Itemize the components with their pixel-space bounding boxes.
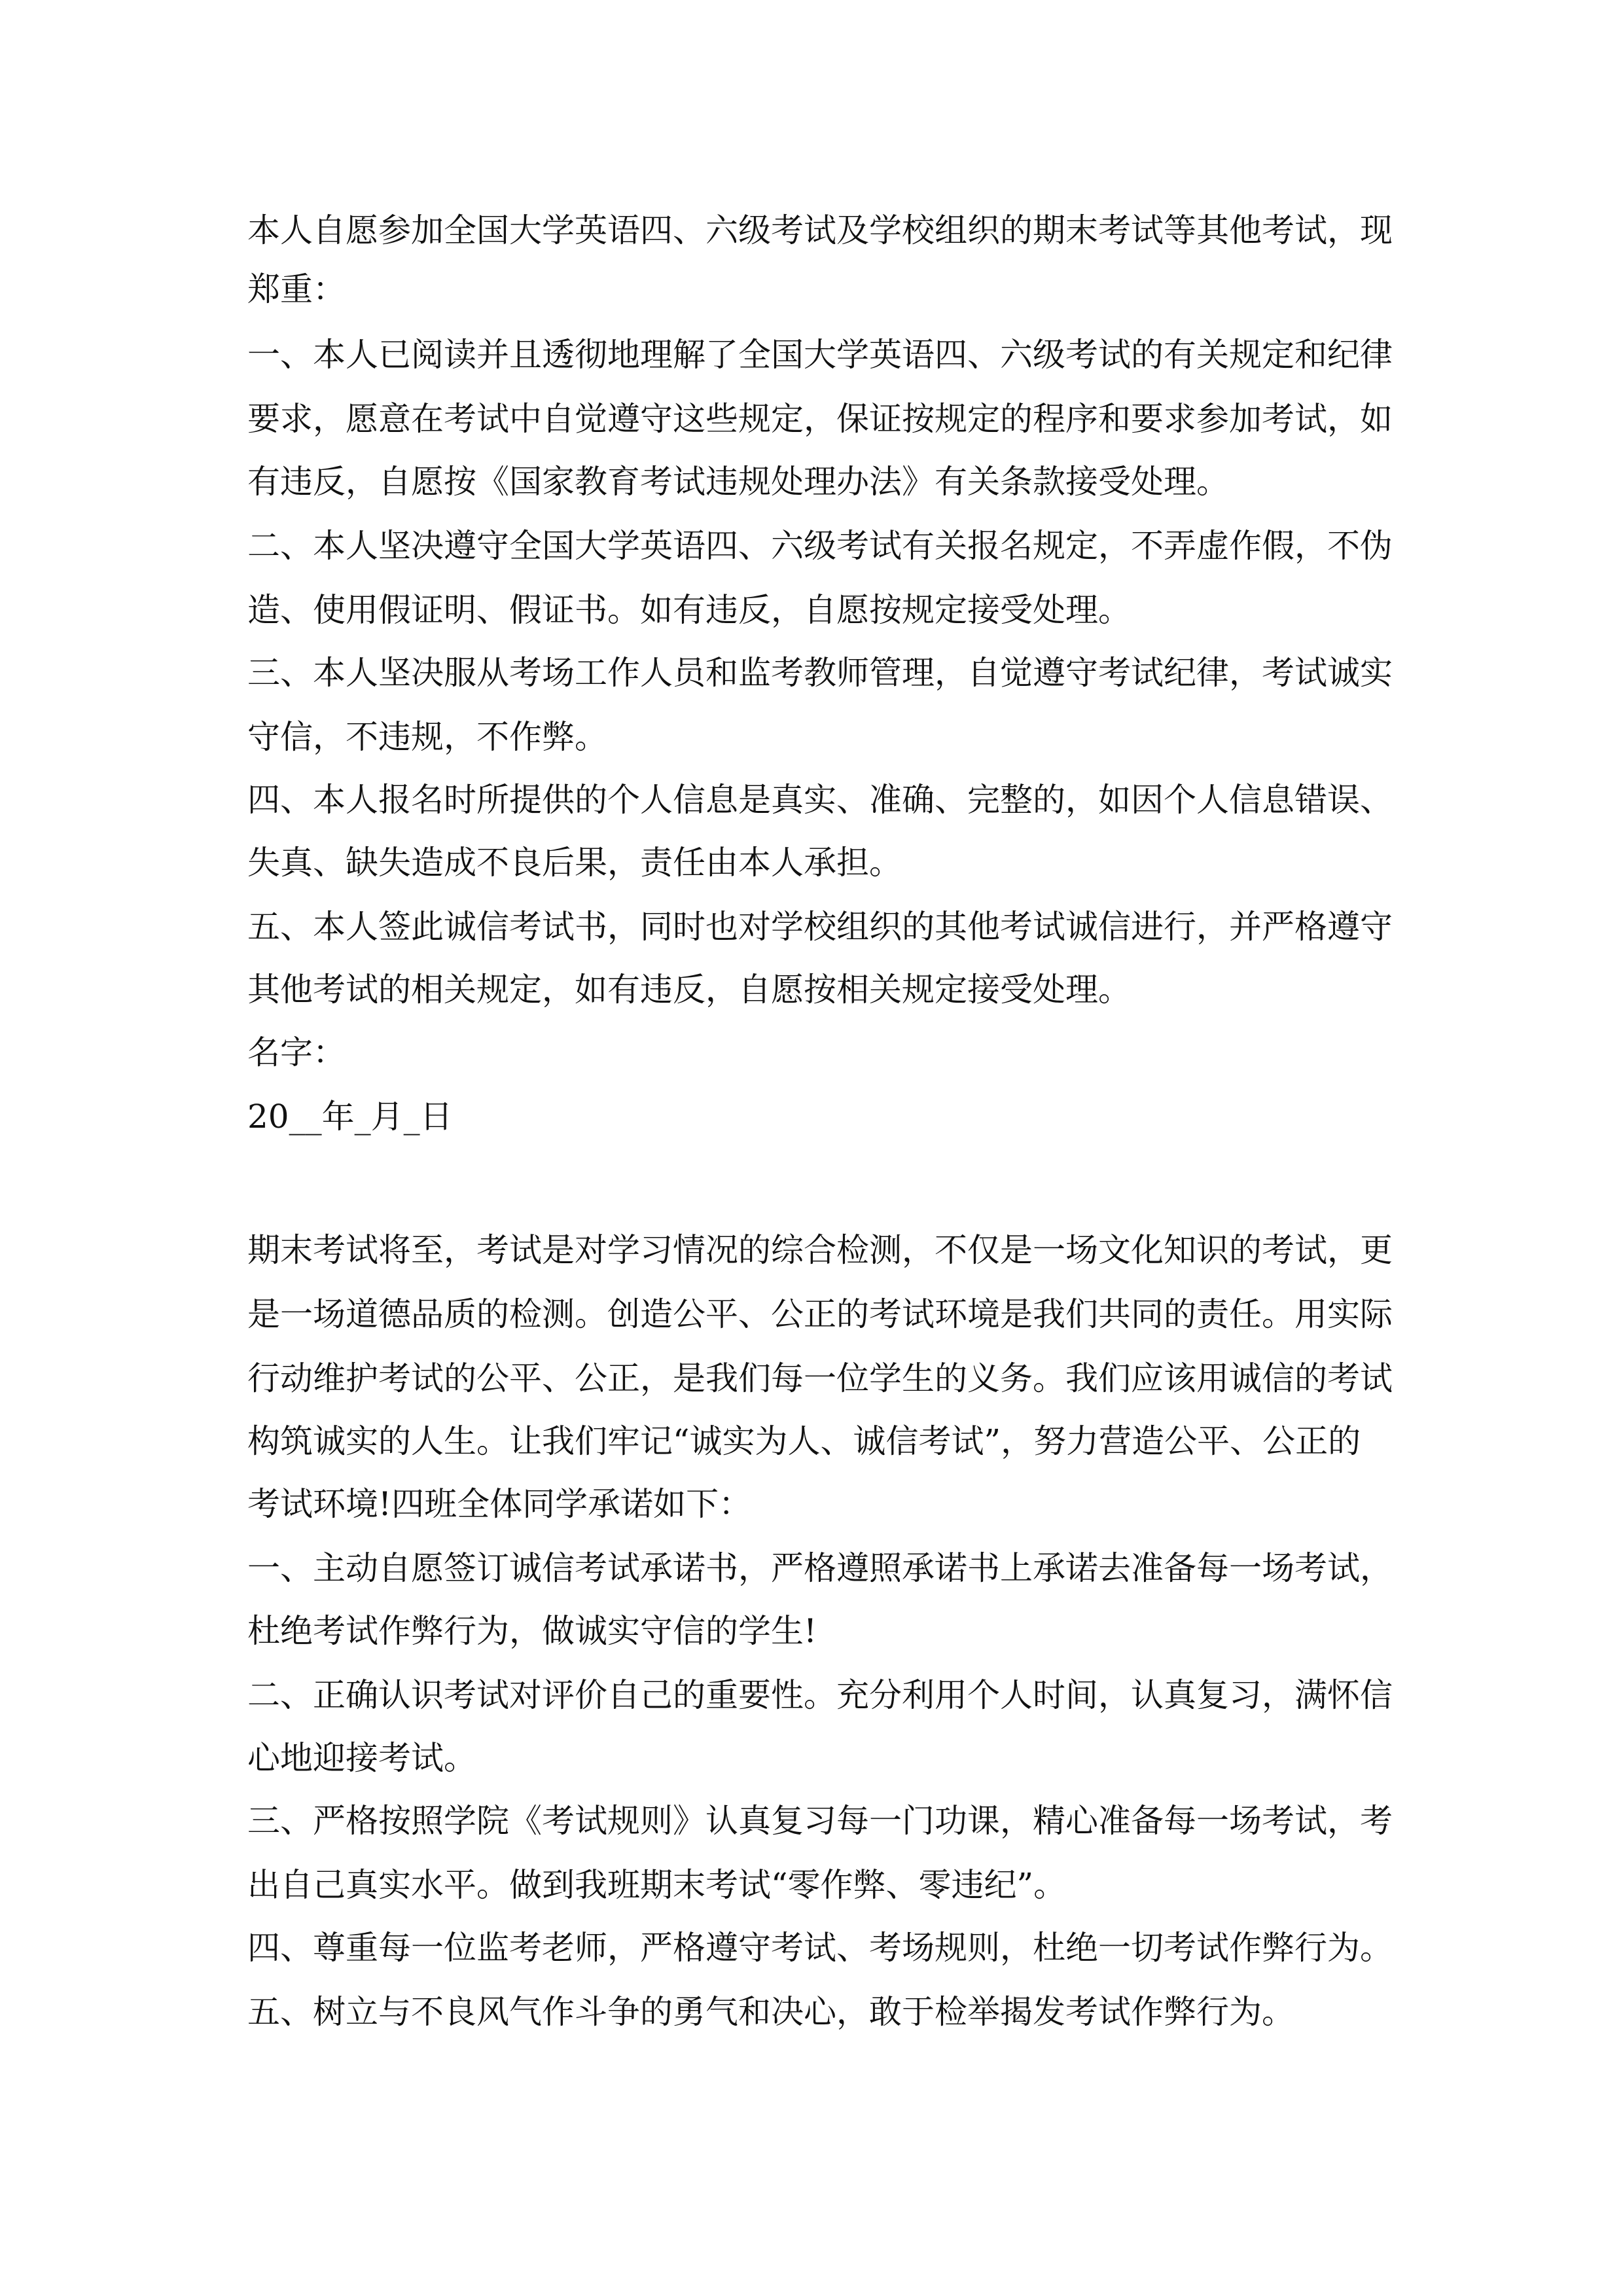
s1-item5-line-2: 其他考试的相关规定，如有违反，自愿按相关规定接受处理。	[247, 971, 1131, 1009]
s2-item2-line-1: 二、正确认识考试对评价自己的重要性。充分利用个人时间，认真复习，满怀信	[247, 1676, 1393, 1714]
s1-item3-line-2: 守信，不违规，不作弊。	[247, 718, 607, 756]
s2-item1-line-1: 一、主动自愿签订诚信考试承诺书，严格遵照承诺书上承诺去准备每一场考试，	[247, 1549, 1393, 1587]
s1-item1-line-2: 要求，愿意在考试中自觉遵守这些规定，保证按规定的程序和要求参加考试，如	[247, 400, 1393, 438]
s2-item2-line-2: 心地迎接考试。	[247, 1739, 476, 1777]
s2-intro-line-3: 行动维护考试的公平、公正，是我们每一位学生的义务。我们应该用诚信的考试	[247, 1359, 1393, 1397]
s1-item2-line-1: 二、本人坚决遵守全国大学英语四、六级考试有关报名规定，不弄虚作假，不伪	[247, 527, 1393, 565]
s1-item1-line-1: 一、本人已阅读并且透彻地理解了全国大学英语四、六级考试的有关规定和纪律	[247, 336, 1393, 374]
s2-item1-line-2: 杜绝考试作弊行为，做诚实守信的学生!	[247, 1612, 817, 1650]
s1-item3-line-1: 三、本人坚决服从考场工作人员和监考教师管理，自觉遵守考试纪律，考试诚实	[247, 654, 1393, 692]
signature-label: 名字：	[247, 1033, 346, 1071]
s1-item1-line-3: 有违反，自愿按《国家教育考试违规处理办法》有关条款接受处理。	[247, 463, 1229, 501]
s2-intro-line-5: 考试环境!四班全体同学承诺如下：	[247, 1485, 752, 1523]
s1-item4-line-2: 失真、缺失造成不良后果，责任由本人承担。	[247, 844, 902, 882]
s2-intro-line-2: 是一场道德品质的检测。创造公平、公正的考试环境是我们共同的责任。用实际	[247, 1295, 1393, 1333]
s1-item5-line-1: 五、本人签此诚信考试书，同时也对学校组织的其他考试诚信进行，并严格遵守	[247, 908, 1393, 946]
date-line: 20__年_月_日	[247, 1098, 453, 1136]
s2-intro-line-4: 构筑诚实的人生。让我们牢记“诚实为人、诚信考试”，努力营造公平、公正的	[247, 1422, 1361, 1460]
s1-item2-line-2: 造、使用假证明、假证书。如有违反，自愿按规定接受处理。	[247, 591, 1131, 629]
s2-item3-line-2: 出自己真实水平。做到我班期末考试“零作弊、零违纪”。	[247, 1866, 1067, 1904]
s1-intro-line-1: 本人自愿参加全国大学英语四、六级考试及学校组织的期末考试等其他考试，现	[247, 211, 1393, 249]
s2-intro-line-1: 期末考试将至，考试是对学习情况的综合检测，不仅是一场文化知识的考试，更	[247, 1231, 1393, 1269]
s2-item4-line-1: 四、尊重每一位监考老师，严格遵守考试、考场规则，杜绝一切考试作弊行为。	[247, 1929, 1393, 1967]
s1-item4-line-1: 四、本人报名时所提供的个人信息是真实、准确、完整的，如因个人信息错误、	[247, 781, 1393, 819]
s2-item5-line-1: 五、树立与不良风气作斗争的勇气和决心，敢于检举揭发考试作弊行为。	[247, 1993, 1294, 2031]
s2-item3-line-1: 三、严格按照学院《考试规则》认真复习每一门功课，精心准备每一场考试，考	[247, 1802, 1393, 1840]
s1-intro-line-2: 郑重：	[247, 270, 346, 308]
